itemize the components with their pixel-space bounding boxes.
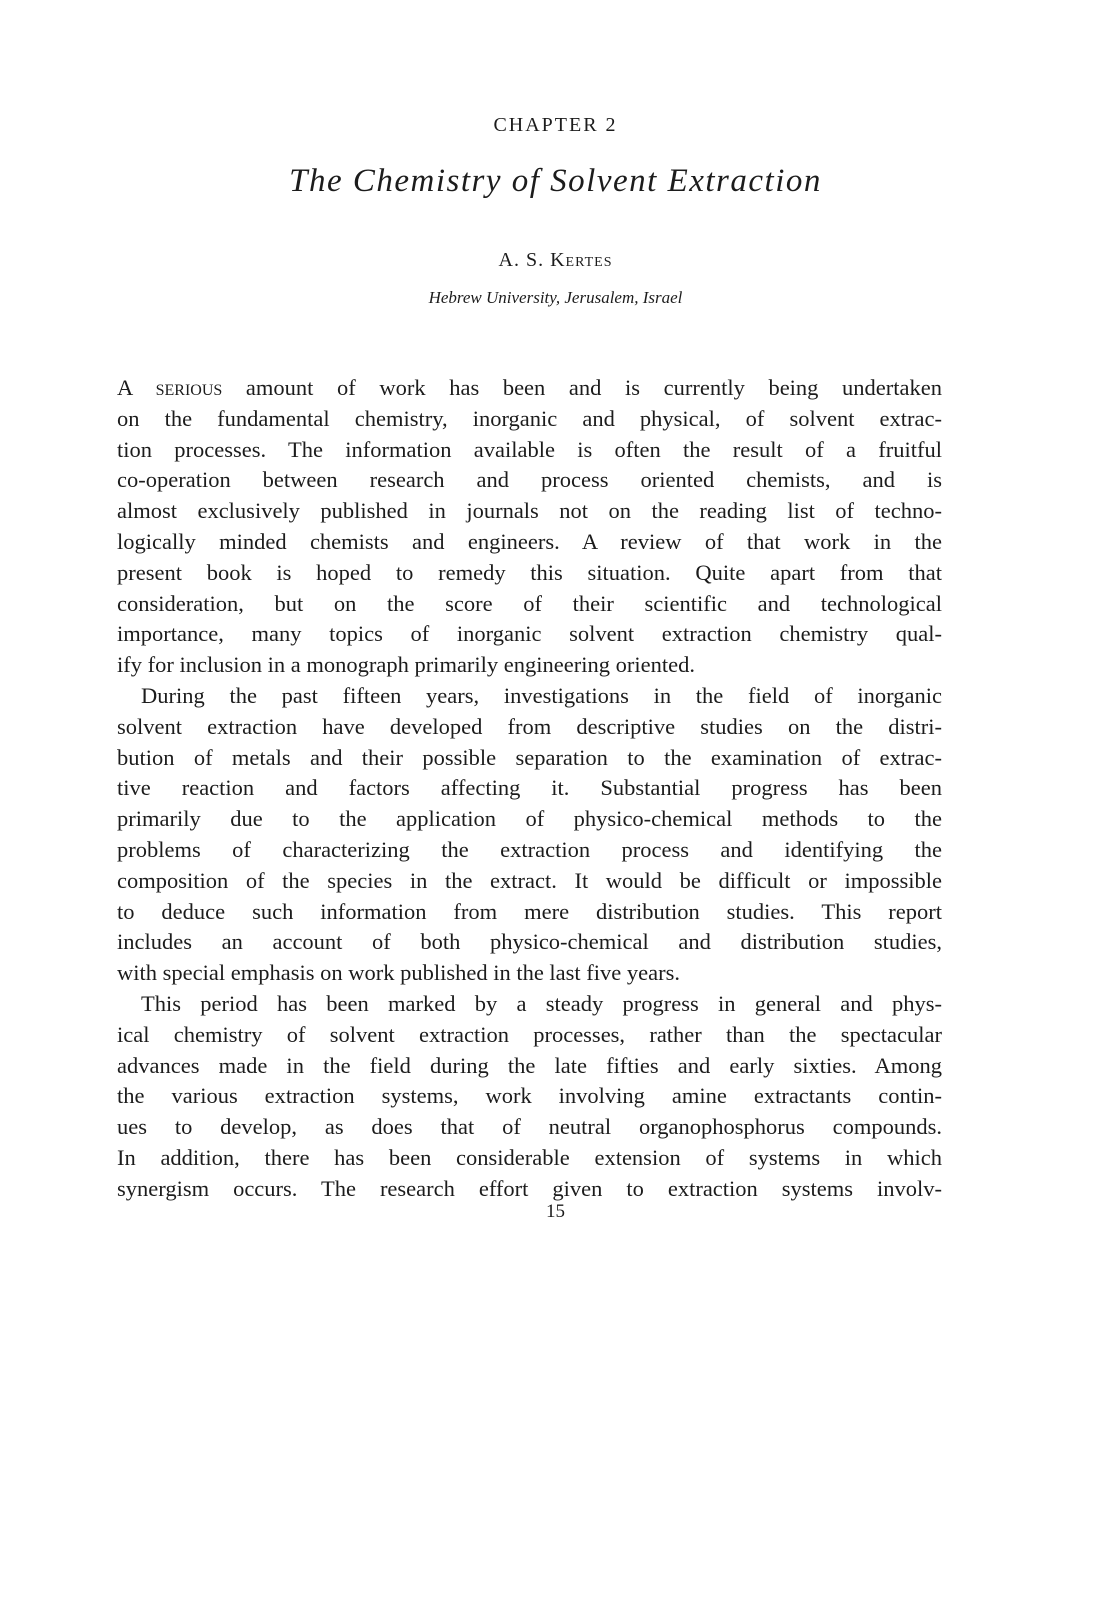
paragraph-line: present book is hoped to remedy this situation. Quite apart from that [117, 559, 942, 585]
paragraph-2 [117, 681, 942, 989]
paragraph-line: advances made in the field during the late fifties and early sixties. Among [117, 1052, 942, 1078]
paragraph-line: composition of the species in the extract. It would be difficult or impossible [117, 867, 942, 893]
paragraph-line: This period has been marked by a steady progress in general and phys- [141, 990, 942, 1016]
paragraph-line: In addition, there has been considerable extension of systems in which [117, 1144, 942, 1170]
paragraph-line: logically minded chemists and engineers. A review of that work in the [117, 528, 942, 554]
paragraph-line: on the fundamental chemistry, inorganic and physical, of solvent extrac- [117, 405, 942, 431]
line-text: amount of work has been and is currently being undertaken [222, 375, 942, 400]
paragraph-line: During the past fifteen years, investigations in the field of inorganic [141, 682, 942, 708]
paragraph-line: ues to develop, as does that of neutral organophosphorus compounds. [117, 1114, 942, 1140]
paragraph-line: problems of characterizing the extraction process and identifying the [117, 836, 942, 862]
paragraph-line: ical chemistry of solvent extraction processes, rather than the spectacular [117, 1021, 942, 1047]
paragraph-line: to deduce such information from mere distribution studies. This report [117, 898, 942, 924]
chapter-label: CHAPTER 2 [493, 114, 618, 136]
paragraph-line: importance, many topics of inorganic solvent extraction chemistry qual- [117, 621, 942, 647]
paragraph-line: with special emphasis on work published in the last five years. [117, 960, 681, 986]
paragraph-line: includes an account of both physico-chemical and distribution studies, [117, 929, 942, 955]
paragraph-line: bution of metals and their possible separation to the examination of extrac- [117, 744, 942, 770]
paragraph-1 [117, 373, 942, 681]
author-name [0, 249, 1111, 272]
paragraph-line [117, 373, 942, 404]
paragraph-line: the various extraction systems, work involving amine extractants contin- [117, 1083, 942, 1109]
author-affiliation: Hebrew University, Jerusalem, Israel [428, 288, 683, 307]
lead-article: A [117, 375, 156, 400]
paragraph-line: tive reaction and factors affecting it. Substantial progress has been [117, 775, 942, 801]
page-number: 15 [546, 1201, 565, 1222]
paragraph-line: consideration, but on the score of their scientific and technological [117, 590, 942, 616]
author-initials: A. S. [498, 249, 551, 271]
paragraph-line: synergism occurs. The research effort given to extraction systems involv- [117, 1175, 942, 1201]
chapter-title: The Chemistry of Solvent Extraction [289, 163, 822, 199]
body-text [117, 373, 942, 1205]
paragraph-line: primarily due to the application of physico-chemical methods to the [117, 806, 942, 832]
lead-word: serious [155, 375, 223, 400]
author-surname: Kertes [550, 249, 613, 271]
paragraph-3 [117, 989, 942, 1205]
paragraph-line: tion processes. The information available is often the result of a fruitful [117, 436, 942, 462]
paragraph-line: co-operation between research and process oriented chemists, and is [117, 467, 942, 493]
paragraph-line: ify for inclusion in a monograph primarily engineering oriented. [117, 652, 695, 678]
paragraph-line: solvent extraction have developed from descriptive studies on the distri- [117, 713, 942, 739]
paragraph-line: almost exclusively published in journals not on the reading list of techno- [117, 498, 942, 524]
